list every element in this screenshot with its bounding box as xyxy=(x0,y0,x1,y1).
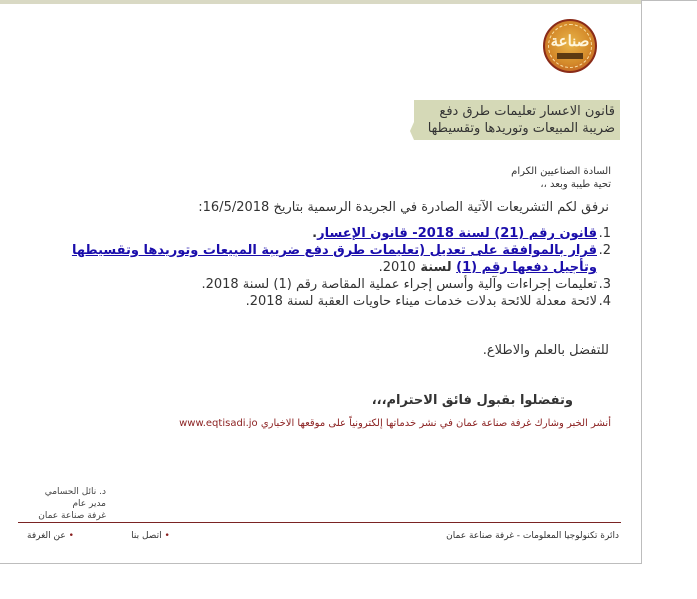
closing-regards: وتفضلوا بقبول فائق الاحترام،،، xyxy=(371,393,573,408)
item-tail: . xyxy=(312,226,318,241)
salutation-line-2: تحية طيبة وبعد ،، xyxy=(540,179,611,190)
signature-block xyxy=(24,486,106,522)
signature-role: مدير عام xyxy=(72,499,106,509)
salutation xyxy=(511,165,611,191)
contact-us-label: اتصل بنا xyxy=(131,531,162,541)
chamber-logo xyxy=(543,19,597,73)
legislation-list xyxy=(51,225,611,310)
contact-us-link[interactable] xyxy=(131,531,170,541)
promo-line xyxy=(179,418,611,429)
item-number: 3. xyxy=(598,277,611,292)
item-number: 1. xyxy=(598,226,611,241)
right-border xyxy=(641,0,697,1)
item-year: 2010. xyxy=(378,260,416,275)
closing-note: للتفضل بالعلم والاطلاع. xyxy=(482,343,609,358)
page-title xyxy=(405,103,615,137)
about-chamber-link[interactable] xyxy=(27,531,74,541)
logo-text: صناعة xyxy=(550,32,590,50)
list-item xyxy=(51,293,611,310)
item-number: 4. xyxy=(598,294,611,309)
item-tail: لسنة xyxy=(415,260,457,275)
title-line-2: ضريبة المبيعات وتوريدها وتقسيطها xyxy=(427,121,615,136)
about-chamber-label: عن الغرفة xyxy=(27,531,66,541)
sales-tax-instructions-link[interactable]: قرار بالموافقة على تعديل (تعليمات طرق دفع ضريبة المبيعات وتوريدها وتقسيطها وتأجيل دفعها رقم (1) xyxy=(71,243,597,275)
footer-divider xyxy=(18,522,621,523)
logo-band xyxy=(557,53,583,59)
bullet-icon: • xyxy=(68,531,74,541)
signature-name: د. نائل الحسامي xyxy=(44,487,106,497)
footer-links xyxy=(27,531,170,541)
item-text: لائحة معدلة للائحة بدلات خدمات ميناء حاويات العقبة لسنة 2018. xyxy=(245,294,597,309)
promo-text: أنشر الخبر وشارك غرفة صناعة عمان في نشر خدماتها إلكترونياً على موقعها الاخباري xyxy=(260,418,611,429)
item-number: 2. xyxy=(598,243,611,258)
signature-org: غرفة صناعة عمان xyxy=(38,511,106,521)
bullet-icon: • xyxy=(164,531,170,541)
intro-text: نرفق لكم التشريعات الآتية الصادرة في الجريدة الرسمية بتاريخ 16/5/2018: xyxy=(198,200,609,215)
footer-department: دائرة تكنولوجيا المعلومات - غرفة صناعة عمان xyxy=(446,531,619,541)
list-item xyxy=(51,225,611,242)
list-item xyxy=(51,242,611,276)
eqtisadi-link[interactable]: www.eqtisadi.jo xyxy=(179,418,258,429)
item-text: تعليمات إجراءات وآلية وأسس إجراء عملية المقاصة رقم (1) لسنة 2018. xyxy=(201,277,597,292)
law-21-link[interactable]: قانون رقم (21) لسنة 2018- قانون الإعسار xyxy=(317,226,597,241)
list-item xyxy=(51,276,611,293)
top-border xyxy=(0,0,641,4)
title-line-1: قانون الاعسار تعليمات طرق دفع xyxy=(439,104,615,119)
salutation-line-1: السادة الصناعيين الكرام xyxy=(511,166,611,177)
